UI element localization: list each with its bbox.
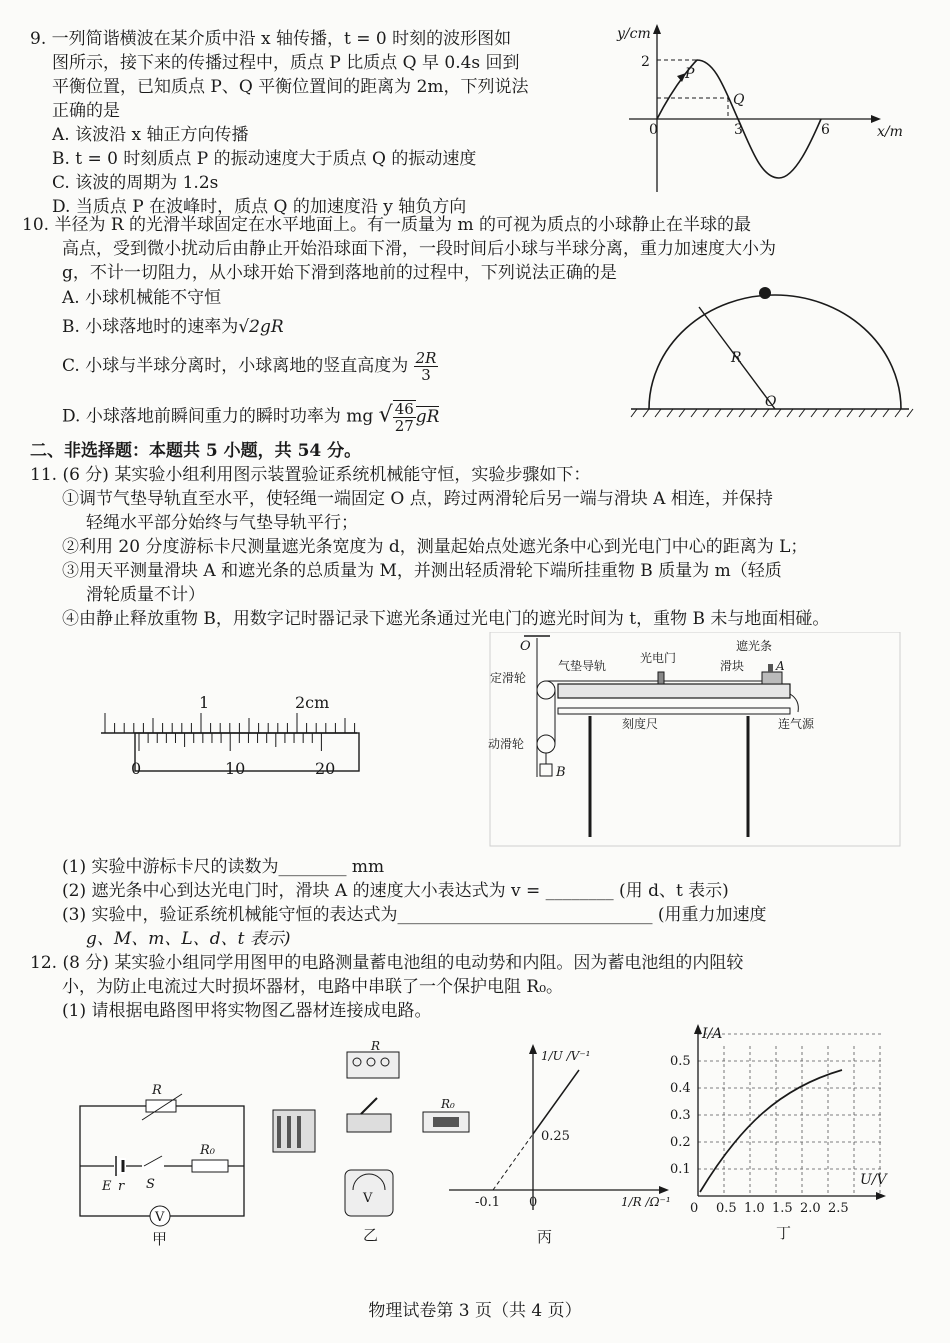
fixed-pulley <box>537 681 555 699</box>
q11-step-3b: 滑轮质量不计） <box>86 585 205 605</box>
label-r: R <box>152 1083 162 1098</box>
figure-frame <box>490 632 900 846</box>
q11-apparatus <box>480 632 910 852</box>
q9-option-d: D. 当质点 P 在波峰时，质点 Q 的加速度沿 y 轴负方向 <box>52 197 467 217</box>
q9-line-4: 正确的是 <box>52 101 120 121</box>
knife-switch <box>347 1114 391 1132</box>
voltmeter-label: V <box>155 1210 165 1225</box>
q10-option-d-fraction <box>393 400 416 434</box>
q11-vernier-caliper <box>95 690 365 790</box>
point-p: P <box>685 66 695 82</box>
y-tick: 0.1 <box>670 1162 691 1177</box>
vernier-20: 20 <box>315 759 336 778</box>
vernier-10: 10 <box>225 759 246 778</box>
q9-wave-graph <box>615 22 915 202</box>
q12-line-3: (1) 请根据电路图甲将实物图乙器材连接成电路。 <box>62 1001 432 1021</box>
radius-label: R <box>731 350 742 366</box>
label-box-r0: R₀ <box>441 1097 455 1111</box>
q10-line-3: g，不计一切阻力，从小球开始下滑到落地前的过程中，下列说法正确的是 <box>62 263 617 283</box>
label-shading-strip: 遮光条 <box>736 639 773 653</box>
q10-option-c <box>62 350 438 383</box>
q12-line-1: 12. (8 分) 某实验小组同学用图甲的电路测量蓄电池组的电动势和内阻。因为蓄电池组的内阻较 <box>30 953 744 973</box>
shading-strip <box>768 664 773 672</box>
x-tick: 0.5 <box>716 1201 737 1216</box>
x-axis-arrow <box>871 115 881 123</box>
main-scale-1: 1 <box>199 693 210 712</box>
small-ball <box>759 287 771 299</box>
x-tick: 0 <box>690 1201 699 1216</box>
x-tick: 2.0 <box>800 1201 821 1216</box>
fixed-point-o: O <box>520 639 531 654</box>
x-tick-3: 3 <box>734 122 743 138</box>
y-tick: 0.3 <box>670 1108 691 1123</box>
air-hose <box>790 694 798 712</box>
photo-gate <box>658 672 664 684</box>
q11-sub-3b: g、M、m、L、d、t 表示) <box>86 929 291 949</box>
q10-option-d <box>62 400 439 434</box>
x-tick: 2.5 <box>828 1201 849 1216</box>
label-fixed-pulley: 定滑轮 <box>490 671 527 685</box>
q9-line-1: 9. 一列简谐横波在某介质中沿 x 轴传播，t = 0 时刻的波形图如 <box>30 29 512 49</box>
hemisphere-arc <box>649 295 901 409</box>
q10-line-2: 高点，受到微小扰动后由静止开始沿球面下滑，一段时间后小球与半球分离，重力加速度大小为 <box>62 239 776 259</box>
q10-option-b-expr: √2gR <box>238 317 284 337</box>
air-track <box>558 684 790 698</box>
weight-b-label: B <box>556 765 566 780</box>
label-air-source: 连气源 <box>778 717 815 731</box>
q9-option-c: C. 该波的周期为 1.2s <box>52 173 219 193</box>
q9-option-a: A. 该波沿 x 轴正方向传播 <box>52 125 249 145</box>
q10-hemisphere-figure <box>625 280 915 425</box>
fraction-denominator: 3 <box>421 366 431 384</box>
label-box-r: R <box>371 1040 381 1053</box>
q12-line-2: 小，为防止电流过大时损坏器材，电路中串联了一个保护电阻 R₀。 <box>62 977 564 997</box>
label-slider: 滑块 <box>720 659 745 673</box>
x-label: 1/R /Ω⁻¹ <box>621 1195 671 1209</box>
q11-sub-1: (1) 实验中游标卡尺的读数为________ mm <box>62 857 385 877</box>
label-scale: 刻度尺 <box>622 717 659 731</box>
origin: 0 <box>529 1195 538 1210</box>
label-r0: R₀ <box>200 1143 215 1158</box>
main-scale-ticks <box>105 713 355 733</box>
x-tick: 1.0 <box>744 1201 765 1216</box>
q11-step-1: ①调节气垫导轨直至水平，使轻绳一端固定 O 点，跨过两滑轮后另一端与滑块 A 相连，并保持 <box>62 489 773 509</box>
intercept-y: 0.25 <box>541 1129 570 1144</box>
label-air-track: 气垫导轨 <box>558 659 607 673</box>
q10-option-d-text: D. 小球落地前瞬间重力的瞬时功率为 mg <box>62 406 374 427</box>
origin-label: 0 <box>649 122 658 138</box>
fraction-denominator: 27 <box>394 417 414 435</box>
label-e: E <box>102 1179 112 1194</box>
label-r-internal: r <box>118 1179 125 1194</box>
q11-step-3: ③用天平测量滑块 A 和遮光条的总质量为 M，并测出轻质滑轮下端所挂重物 B 质量为 m（轻质 <box>62 561 782 581</box>
q12-circuit-jia <box>72 1080 262 1250</box>
vernier-0: 0 <box>131 759 142 778</box>
grid <box>698 1034 882 1196</box>
q11-step-4: ④由静止释放重物 B，用数字记时器记录下遮光条通过光电门的遮光时间为 t，重物 B 未与地面相碰。 <box>62 609 830 629</box>
label-moving-pulley: 动滑轮 <box>488 737 525 751</box>
q10-option-b <box>62 316 284 339</box>
x-label: U/V <box>860 1172 887 1188</box>
q9-line-2: 图所示，接下来的传播过程中，质点 P 比质点 Q 早 0.4s 回到 <box>52 53 520 73</box>
protective-resistor <box>192 1160 228 1172</box>
y-tick: 0.2 <box>670 1135 691 1150</box>
caption-yi: 乙 <box>363 1226 379 1244</box>
rheostat <box>146 1100 176 1112</box>
q11-sub-2: (2) 遮光条中心到达光电门时，滑块 A 的速度大小表达式为 v = ________ (用 d、t 表示) <box>62 881 729 901</box>
intercept-x: -0.1 <box>475 1195 501 1210</box>
moving-pulley <box>537 735 555 753</box>
sqrt-sign: √ <box>378 402 393 428</box>
q11-head: 11. (6 分) 某实验小组利用图示装置验证系统机械能守恒，实验步骤如下： <box>30 465 591 485</box>
page-footer: 物理试卷第 3 页（共 4 页） <box>368 1301 582 1321</box>
x-tick: 1.5 <box>772 1201 793 1216</box>
q11-step-2: ②利用 20 分度游标卡尺测量遮光条宽度为 d，测量起始点处遮光条中心到光电门中心的距离为 L； <box>62 537 808 557</box>
y-axis-arrow <box>653 24 661 34</box>
fit-line <box>533 1070 579 1134</box>
voltmeter-device-label: V <box>363 1191 373 1206</box>
fraction-numerator: 46 <box>394 400 414 418</box>
q10-option-c-text: C. 小球与半球分离时，小球离地的竖直高度为 <box>62 356 409 376</box>
label-s: S <box>146 1177 155 1192</box>
y-label: I/A <box>702 1026 723 1042</box>
q12-graph-ding <box>660 1016 900 1246</box>
y-label: y/cm <box>617 26 651 42</box>
y-tick: 0.5 <box>670 1054 691 1069</box>
ground-hatch <box>631 409 913 417</box>
y-tick: 0.4 <box>670 1081 691 1096</box>
q12-graph-bing <box>445 1030 685 1250</box>
q9-line-3: 平衡位置，已知质点 P、Q 平衡位置间的距离为 2m，下列说法 <box>52 77 529 97</box>
q10-option-c-fraction <box>414 350 439 383</box>
y-label: 1/U /V⁻¹ <box>541 1049 591 1063</box>
x-tick-6: 6 <box>821 122 830 138</box>
caption-bing: 丙 <box>537 1228 553 1246</box>
label-a: A <box>776 659 785 673</box>
q11-step-1b: 轻绳水平部分始终与气垫导轨平行； <box>86 513 358 533</box>
point-q: Q <box>733 92 745 108</box>
vernier-ticks <box>139 733 321 751</box>
center-label: O <box>765 394 777 410</box>
q10-option-d-tail: gR <box>415 406 440 427</box>
y-tick-2: 2 <box>641 54 650 70</box>
q9-option-b: B. t = 0 时刻质点 P 的振动速度大于质点 Q 的振动速度 <box>52 149 477 169</box>
section-2-heading: 二、非选择题：本题共 5 小题，共 54 分。 <box>30 441 362 461</box>
fraction-numerator: 2R <box>415 349 437 367</box>
weight-b <box>540 764 552 776</box>
caption-jia: 甲 <box>152 1230 168 1248</box>
q11-sub-3: (3) 实验中，验证系统机械能守恒的表达式为______________________________ (用重力加速度 <box>62 905 767 925</box>
x-label: x/m <box>877 124 903 140</box>
q10-option-a: A. 小球机械能不守恒 <box>62 288 222 308</box>
q10-line-1: 10. 半径为 R 的光滑半球固定在水平地面上。有一质量为 m 的可视为质点的小球静止在半球的最 <box>22 215 751 235</box>
main-scale-2cm: 2cm <box>295 693 330 712</box>
scale-ruler <box>558 708 790 714</box>
extrapolated-line <box>493 1134 533 1190</box>
caption-ding: 丁 <box>776 1224 792 1242</box>
q10-option-b-text: B. 小球落地时的速率为 <box>62 317 239 337</box>
slider-a <box>762 672 782 684</box>
label-photo-gate: 光电门 <box>640 651 677 665</box>
